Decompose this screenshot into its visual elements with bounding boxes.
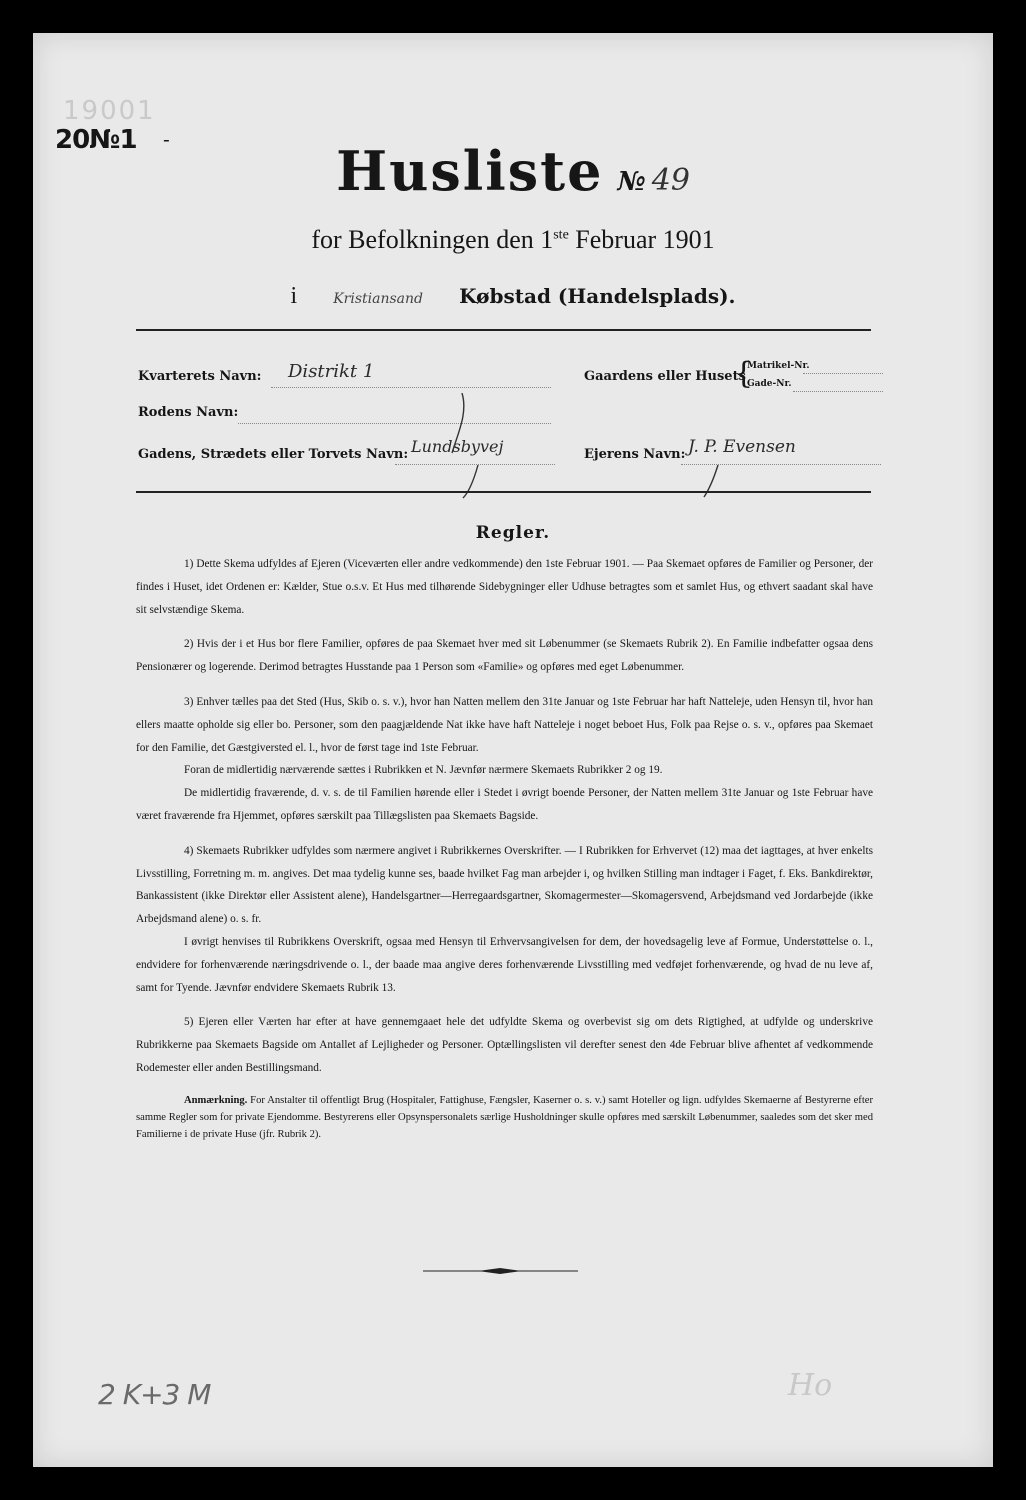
kvarter-dotline [271,387,551,388]
regler-heading: Regler. [475,523,551,543]
anmaerkning-label: Anmærkning. [184,1094,248,1106]
form-title [33,139,993,203]
ornament-divider [423,1266,578,1276]
rule-3-note-a: Foran de midlertidig nærværende sættes i Rubrikken et N. Jævnfør nærmere Skemaets Rubrikker 2 og 19. [184,764,663,777]
house-number-handwritten: 49 [651,163,690,198]
title-main: Husliste [336,139,604,203]
fields-rule [136,491,871,493]
ejer-value: J. P. Evensen [688,437,796,457]
anmaerkning-text: For Anstalter til offentligt Brug (Hospitaler, Fattighuse, Fængsler, Kaserner o. s. v.) samt Hoteller og lign. udfyldes Skemaerne af Bestyrerne efter samme Regler som for private Ejendomme. Bestyrerens eller Opsynspersonalets særlige Husholdninger skulle opføres med særskilt Løbenummer, saaledes som det sker med Familierne i de private Huse (jfr. Rubrik 2). [136,1094,873,1140]
matrikel-dotline [803,373,883,374]
handwriting-strokes [428,393,888,503]
gade-label: Gadens, Strædets eller Torvets Navn: [138,447,409,462]
rule-2: 2) Hvis der i et Hus bor flere Familier, opføres de paa Skemaet hver med sit Løbenummer (se Skemaets Rubrik 2). En Familie indbefatter ogsaa dens Pensionærer og logerende. Derimod betragtes Husstande paa 1 Person som «Familie» og opføres med eget Løbenummer. [136,638,873,674]
census-form-page [33,33,993,1467]
town-line [33,283,993,310]
gade-value: Lundsbyvej [411,437,504,456]
anmaerkning [136,1092,873,1143]
town-suffix: Købstad (Handelsplads). [459,284,736,308]
roden-label: Rodens Navn: [138,405,239,420]
kvarter-label: Kvarterets Navn: [138,369,262,384]
form-subtitle [33,225,993,255]
number-label: № [617,167,646,197]
corner-dash: - [163,127,170,151]
faded-stamp-number: 19001 [63,96,156,126]
rule-3-note-b: De midlertidig fraværende, d. v. s. de til Familien hørende eller i Stedet i øvrigt boende Personer, der Natten mellem 31te Januar og 1ste Februar have været fraværende fra Hjemmet, opføres særskilt paa Tillægslisten paa Skemaets Bagside. [136,787,873,822]
rule-3: 3) Enhver tælles paa det Sted (Hus, Skib o. s. v.), hvor han Natten mellem den 31te Januar og 1ste Februar har haft Natteleje, uden Hensyn til, hvor han ellers maatte opholde sig eller bo. Personer, som den paagjældende Nat ikke have haft Natteleje i noget beboet Hus, Folk paa Rejse o. s. v., opføres paa Skemaet for den Familie, det Gæstgiversted el. l., hvor de først tage ind 1ste Februar. [136,695,873,754]
gade-nr-label: Gade-Nr. [747,379,792,389]
town-prefix: i [290,283,298,309]
subtitle-suffix: Februar 1901 [568,225,715,254]
rule-4: 4) Skemaets Rubrikker udfyldes som nærmere angivet i Rubrikkernes Overskrifter. — I Rubrikken for Erhvervet (12) maa det iagttages, at hver enkelts Livsstilling, Forretning m. m. angives. Det maa tydelig kunne ses, baade hvilket Fag man arbejder i, og hvilken Stilling man indtager i Faget, f. Eks. Bankdirektør, Bankassistent (ikke Direktør eller Assistent alene), Handelsgartner—Herregaardsgartner, Skomagermester—Skomagersvend, Arbejdsmand ved Jordarbejde (ikke Arbejdsmand alene) o. s. fr. [136,844,873,926]
rule-1: 1) Dette Skema udfyldes af Ejeren (Viceværten eller andre vedkommende) den 1ste Februar 1901. — Paa Skemaet opføres de Familier og Personer, der findes i Huset, idet Ordenen er: Kælder, Stue o.s.v. Et Hus med tilhørende Sidebygninger eller Udhuse betragtes som et samlet Hus, og ethvert saadant skal have sit selvstændige Skema. [136,558,873,616]
matrikel-label: Matrikel-Nr. [747,361,810,371]
kvarter-value: Distrikt 1 [288,361,375,382]
rule-4-note: I øvrigt henvises til Rubrikkens Overskrift, ogsaa med Hensyn til Erhvervsangivelsen for dem, der hovedsagelig leve af Formue, Understøttelse o. l., endvidere for forhenværende næringsdrivende o. l., der baade maa angive deres forhenværende Livsstilling med vedføjet forhenværende, og hvad de nu leve af, samt for Tyende. Jævnfør endvidere Skemaets Rubrik 13. [136,935,873,994]
gade-nr-dotline [793,391,883,392]
top-rule [136,329,871,331]
gaard-brace: { [734,356,754,391]
archive-number: 20№1 [55,125,137,155]
rule-5: 5) Ejeren eller Værten har efter at have gennemgaaet hele det udfyldte Skema og overbevist sig om dets Rigtighed, at udfylde og underskrive Rubrikkerne paa Skemaets Bagside om Antallet af Lejligheder og Personer. Optællingslisten vil derefter senest den 4de Februar blive afhentet af vedkommende Rodemester eller anden Bestillingsmand. [136,1016,873,1074]
subtitle-prefix: for Befolkningen den 1 [311,225,554,254]
town-handwritten: Kristiansand [333,291,424,307]
ejer-label: Ejerens Navn: [584,447,686,462]
subtitle-sup: ste [553,227,569,243]
rules-text [136,553,873,1143]
bottom-pencil-note: 2 K+3 M [98,1378,211,1411]
gaard-label: Gaardens eller Husets [584,369,746,384]
bottom-faded-note: Ho [788,1368,833,1403]
